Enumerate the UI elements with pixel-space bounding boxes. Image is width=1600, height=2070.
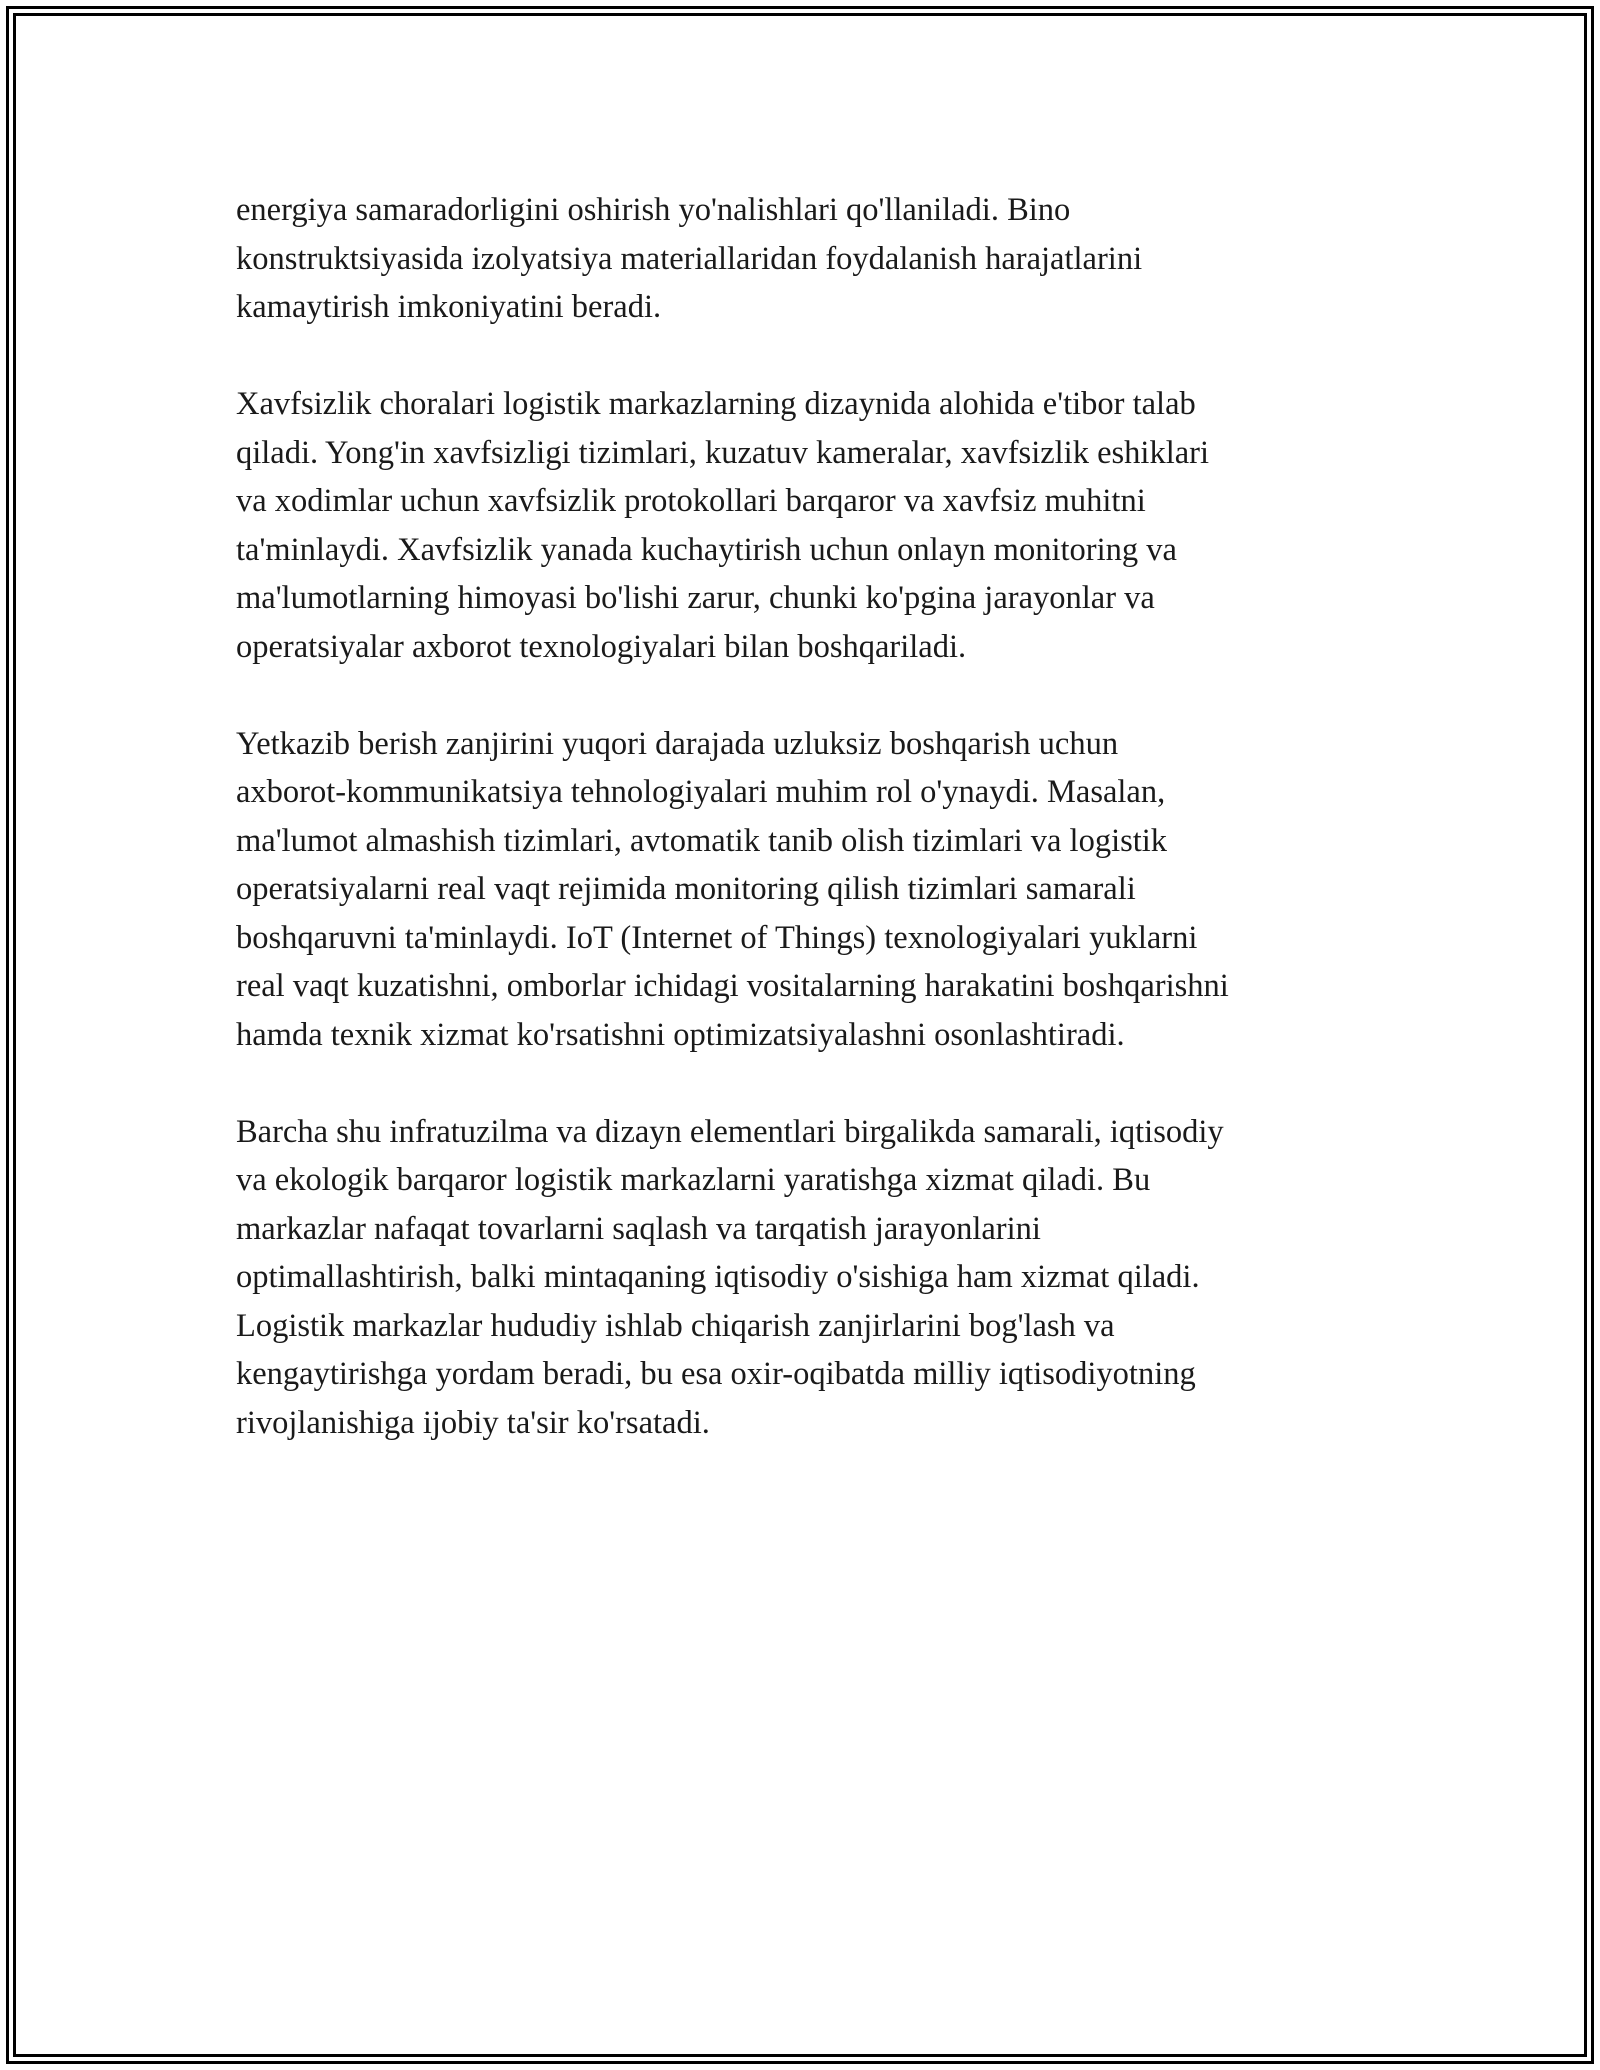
paragraph-conclusion: Barcha shu infratuzilma va dizayn elementlari birgalikda samarali, iqtisodiy va ekologik barqaror logistik markazlarni yaratishga xizmat qiladi. Bu markazlar nafaqat tovarlarni saqlash va tarqatish jarayonlarini optimallashtirish, balki mintaqaning iqtisodiy o'sishiga ham xizmat qiladi. Logistik markazlar hududiy ishlab chiqarish zanjirlarini bog'lash va kengaytirishga yordam beradi, bu esa oxir-oqibatda milliy iqtisodiyotning rivojlanishiga ijobiy ta'sir ko'rsatadi.	[236, 1113, 1224, 1441]
paragraph-ict-supply-chain: Yetkazib berish zanjirini yuqori darajada uzluksiz boshqarish uchun axborot-kommunikatsiya tehnologiyalari muhim rol o'ynaydi. Masalan, ma'lumot almashish tizimlari, avtomatik tanib olish tizimlari va logistik operatsiyalarni real vaqt rejimida monitoring qilish tizimlari samarali boshqaruvni ta'minlaydi. IoT (Internet of Things) texnologiyalari yuklarni real vaqt kuzatishni, omborlar ichidagi vositalarning harakatini boshqarishni hamda texnik xizmat ko'rsatishni optimizatsiyalashni osonlashtiradi.	[236, 725, 1229, 1053]
document-body	[236, 186, 1386, 1496]
paragraph-security-measures: Xavfsizlik choralari logistik markazlarning dizaynida alohida e'tibor talab qiladi. Yong'in xavfsizligi tizimlari, kuzatuv kameralar, xavfsizlik eshiklari va xodimlar uchun xavfsizlik protokollari barqaror va xavfsiz muhitni ta'minlaydi. Xavfsizlik yanada kuchaytirish uchun onlayn monitoring va ma'lumotlarning himoyasi bo'lishi zarur, chunki ko'pgina jarayonlar va operatsiyalar axborot texnologiyalari bilan boshqariladi.	[236, 386, 1210, 665]
paragraph-energy-efficiency: energiya samaradorligini oshirish yo'nalishlari qo'llaniladi. Bino konstruktsiyasida izolyatsiya materiallaridan foydalanish harajatlarini kamaytirish imkoniyatini beradi.	[236, 192, 1143, 325]
